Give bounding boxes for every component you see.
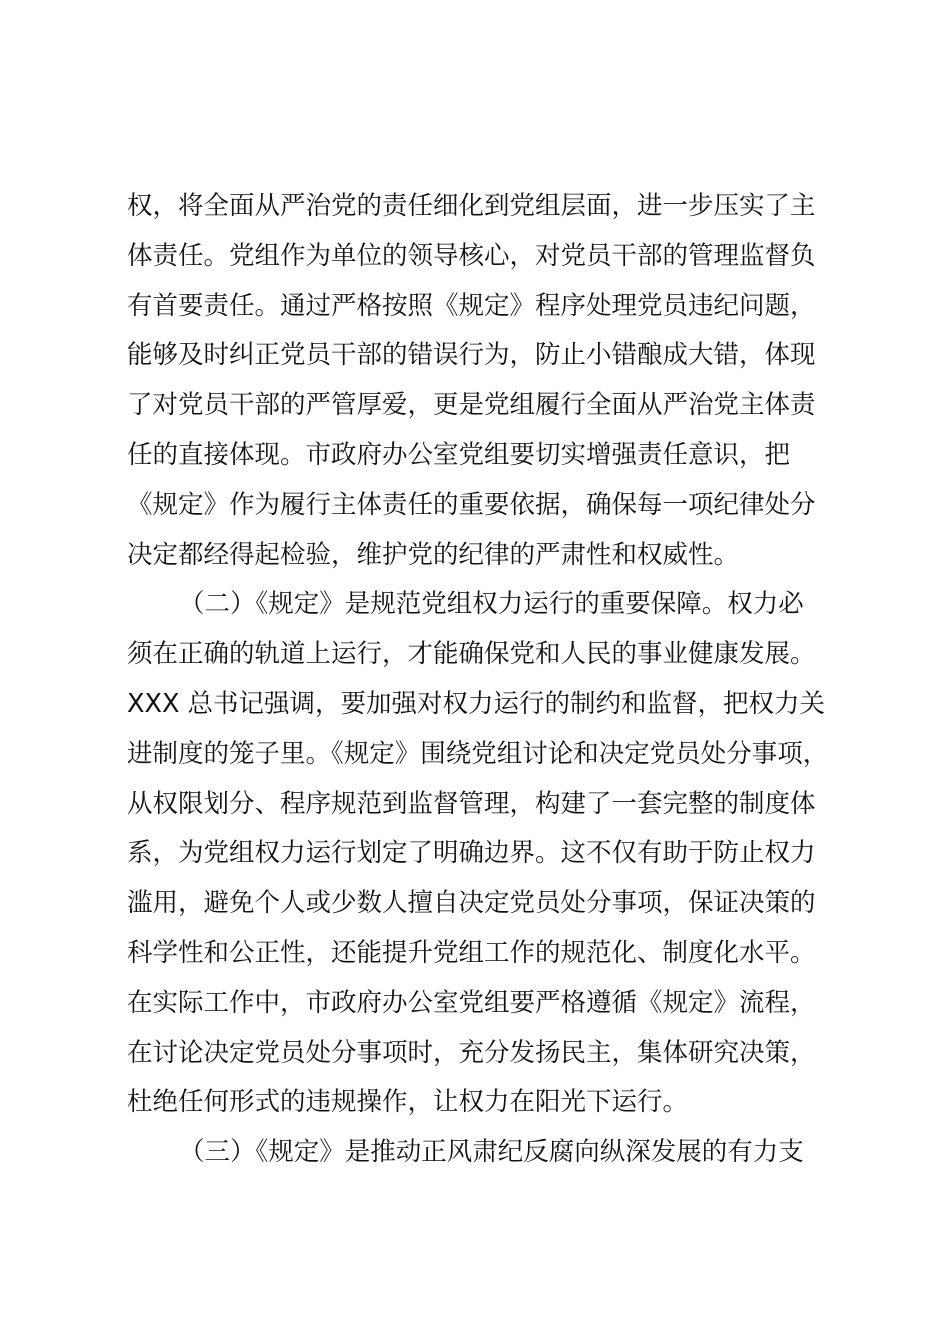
text-line: 权，将全面从严治党的责任细化到党组层面，进一步压实了主 <box>127 191 816 221</box>
text-line: 能够及时纠正党员干部的错误行为，防止小错酿成大错，体现 <box>127 340 816 371</box>
body-text <box>127 182 847 1178</box>
text-line: 进制度的笼子里。《规定》围绕党组讨论和决定党员处分事项， <box>127 738 829 769</box>
text-line: 滥用，避免个人或少数人擅自决定党员处分事项，保证决策的 <box>127 888 816 919</box>
text-line: 须在正确的轨道上运行，才能确保党和人民的事业健康发展。 <box>127 639 816 670</box>
text-line: 杜绝任何形式的违规操作，让权力在阳光下运行。 <box>127 1087 689 1118</box>
text-line: 系，为党组权力运行划定了明确边界。这不仅有助于防止权力 <box>127 838 816 869</box>
text-line: 体责任。党组作为单位的领导核心，对党员干部的管理监督负 <box>127 240 816 271</box>
section-heading-line: （三）《规定》是推动正风肃纪反腐向纵深发展的有力支 <box>179 1137 804 1168</box>
text-line: 有首要责任。通过严格按照《规定》程序处理党员违纪问题， <box>127 290 816 321</box>
text-line: 在讨论决定党员处分事项时，充分发扬民主，集体研究决策， <box>127 1037 816 1068</box>
text-line: 任的直接体现。市政府办公室党组要切实增强责任意识，把 <box>127 439 791 470</box>
section-heading-line: （二）《规定》是规范党组权力运行的重要保障。权力必 <box>179 589 804 620</box>
text-line: XXX 总书记强调，要加强对权力运行的制约和监督，把权力关 <box>127 688 826 719</box>
text-line: 决定都经得起检验，维护党的纪律的严肃性和权威性。 <box>127 539 740 570</box>
text-line: 了对党员干部的严管厚爱，更是党组履行全面从严治党主体责 <box>127 390 816 421</box>
text-line: 从权限划分、程序规范到监督管理，构建了一套完整的制度体 <box>127 788 816 819</box>
text-line: 科学性和公正性，还能提升党组工作的规范化、制度化水平。 <box>127 937 816 968</box>
text-line: 《规定》作为履行主体责任的重要依据，确保每一项纪律处分 <box>127 489 816 520</box>
text-line: 在实际工作中，市政府办公室党组要严格遵循《规定》流程， <box>127 987 816 1018</box>
